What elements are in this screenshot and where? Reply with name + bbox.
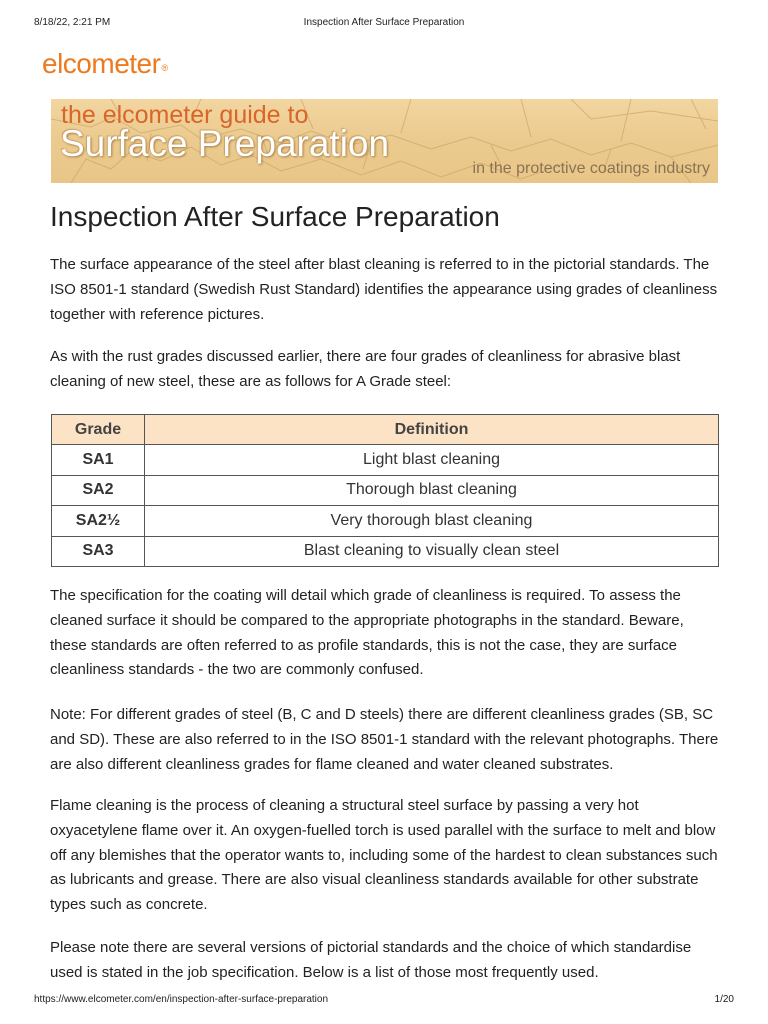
grade-cell: SA2½ xyxy=(52,506,145,537)
banner-title: Surface Preparation xyxy=(60,123,390,164)
elcometer-logo[interactable] xyxy=(42,48,168,84)
definition-cell: Light blast cleaning xyxy=(145,445,719,476)
grade-cell: SA2 xyxy=(52,475,145,506)
table-header-row xyxy=(52,415,719,445)
print-header xyxy=(0,17,768,31)
grade-cell: SA3 xyxy=(52,536,145,567)
registered-mark: ® xyxy=(161,63,168,73)
print-page-title: Inspection After Surface Preparation xyxy=(303,17,465,28)
table-row xyxy=(52,475,719,506)
table-row xyxy=(52,536,719,567)
cleanliness-grades-table xyxy=(51,414,719,567)
guide-banner xyxy=(51,99,718,183)
page-title: Inspection After Surface Preparation xyxy=(50,201,500,232)
paragraph-grades-intro: As with the rust grades discussed earlier, there are four grades of cleanliness for abrasive blast cleaning of new steel, these are as follows for A Grade steel: xyxy=(50,348,681,390)
column-header-grade: Grade xyxy=(52,415,145,445)
table-row xyxy=(52,506,719,537)
logo-text: elcometer xyxy=(42,48,161,79)
paragraph-specification: The specification for the coating will detail which grade of cleanliness is required. To assess the cleaned surface it should be compared to the appropriate photographs in the standard. Beware, these standards are often referred to as profile standards, this is not the case, they are surface cleanliness standards - the two are commonly confused. xyxy=(50,587,684,679)
paragraph-pictorial-standards: Please note there are several versions of pictorial standards and the choice of which standardise used is stated in the job specification. Below is a list of those most frequently used. xyxy=(50,939,692,981)
paragraph-intro: The surface appearance of the steel after blast cleaning is referred to in the pictorial standards. The ISO 8501-1 standard (Swedish Rust Standard) identifies the appearance using grades of cleanliness together with reference pictures. xyxy=(50,256,718,323)
page-number: 1/20 xyxy=(714,994,734,1005)
banner-tagline: in the protective coatings industry xyxy=(472,160,710,177)
page-url[interactable]: https://www.elcometer.com/en/inspection-after-surface-preparation xyxy=(34,994,329,1005)
grade-cell: SA1 xyxy=(52,445,145,476)
definition-cell: Blast cleaning to visually clean steel xyxy=(145,536,719,567)
paragraph-note: Note: For different grades of steel (B, C and D steels) there are different cleanliness grades (SB, SC and SD). These are also referred to in the ISO 8501-1 standard with the relevant photographs. There are also different cleanliness grades for flame cleaned and water cleaned substrates. xyxy=(50,706,719,773)
column-header-definition: Definition xyxy=(145,415,719,445)
banner-subtitle: the elcometer guide to xyxy=(61,101,309,129)
print-datetime: 8/18/22, 2:21 PM xyxy=(34,17,111,28)
definition-cell: Very thorough blast cleaning xyxy=(145,506,719,537)
table-row xyxy=(52,445,719,476)
definition-cell: Thorough blast cleaning xyxy=(145,475,719,506)
print-footer xyxy=(0,994,768,1008)
paragraph-flame-cleaning: Flame cleaning is the process of cleaning a structural steel surface by passing a very hot oxyacetylene flame over it. An oxygen-fuelled torch is used parallel with the surface to melt and blow off any blemishes that the operator wants to, including some of the hardest to clean substances such as lubricants and grease. There are also visual cleanliness standards available for other substrate types such as concrete. xyxy=(50,797,718,914)
